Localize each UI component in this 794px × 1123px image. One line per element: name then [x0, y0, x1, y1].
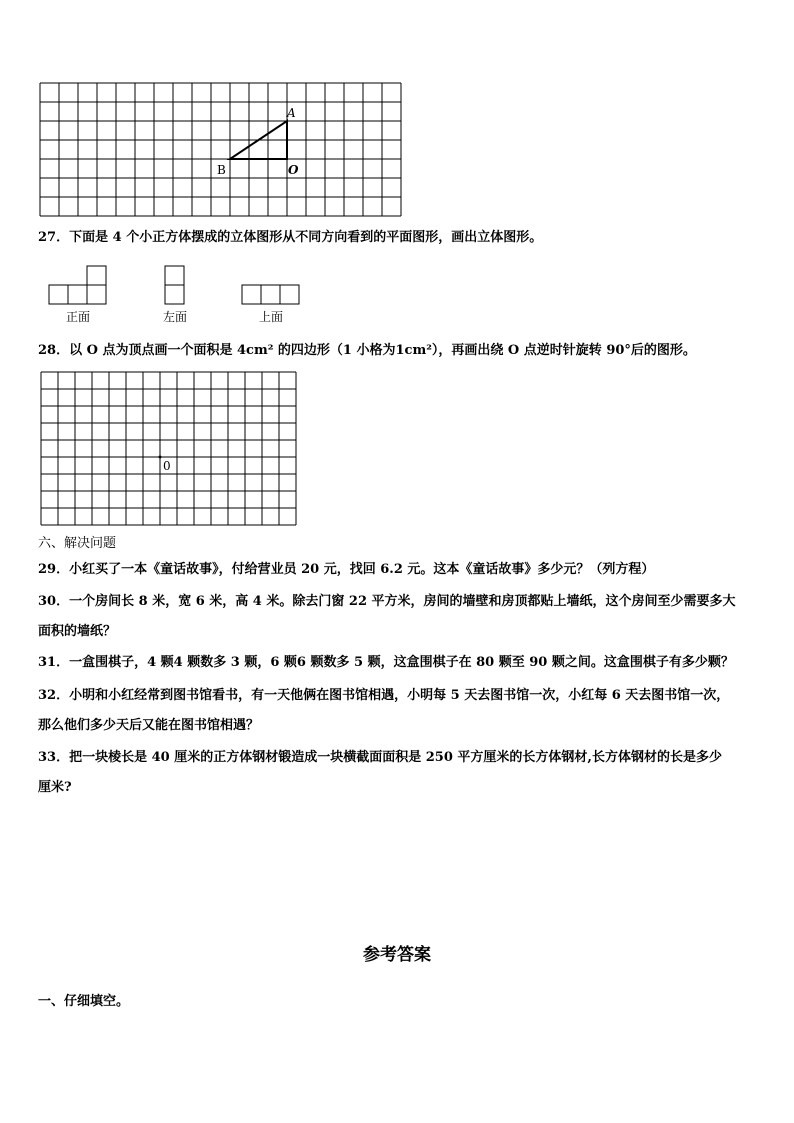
top-view-figure — [242, 285, 302, 307]
point-a-label: A — [287, 106, 296, 120]
answers-title: 参考答案 — [363, 945, 431, 965]
point-o-dot — [159, 456, 162, 459]
question-30-line2: 面积的墙纸？ — [38, 624, 117, 639]
question-27: 27．下面是 4 个小正方体摆成的立体图形从不同方向看到的平面图形，画出立体图形。 — [38, 230, 543, 245]
question-30-line1: 30．一个房间长 8 米，宽 6 米，高 4 米。除去门窗 22 平方米，房间的墙壁和房顶都贴上墙纸，这个房间至少需要多大 — [38, 594, 736, 609]
question-32-line2: 那么他们多少天后又能在图书馆相遇？ — [38, 718, 260, 733]
section-heading: 六、解决问题 — [38, 536, 117, 551]
question-33-line1: 33．把一块棱长是 40 厘米的正方体钢材锻造成一块横截面面积是 250 平方厘米的长方体钢材,长方体钢材的长是多少 — [38, 750, 722, 765]
point-o-label: O — [288, 163, 299, 177]
top-view-label: 上面 — [258, 310, 283, 324]
front-view-figure — [49, 266, 109, 306]
question-33-line2: 厘米? — [38, 780, 72, 795]
question-32-line1: 32．小明和小红经常到图书馆看书，有一天他俩在图书馆相遇，小明每 5 天去图书馆一次，小红每 6 天去图书馆一次， — [38, 688, 730, 703]
left-view-label: 左面 — [162, 310, 187, 324]
front-view-label: 正面 — [65, 310, 90, 324]
left-view-figure — [165, 266, 187, 306]
question-29: 29．小红买了一本《童话故事》，付给营业员 20 元，找回 6.2 元。这本《童话故事》多少元？（列方程） — [38, 562, 655, 577]
answers-section-heading: 一、仔细填空。 — [38, 994, 130, 1009]
point-o-label-2: 0 — [163, 459, 171, 473]
question-28: 28．以 O 点为顶点画一个面积是 4cm² 的四边形（1 小格为1cm²），再画出绕 O 点逆时针旋转 90°后的图形。 — [38, 343, 696, 358]
rotation-grid — [41, 372, 299, 527]
question-31: 31．一盒围棋子，4 颗4 颗数多 3 颗，6 颗6 颗数多 5 颗，这盒围棋子在 80 颗至 90 颗之间。这盒围棋子有多少颗？ — [38, 655, 734, 670]
point-b-label: B — [217, 163, 226, 177]
triangle-grid — [40, 83, 382, 216]
